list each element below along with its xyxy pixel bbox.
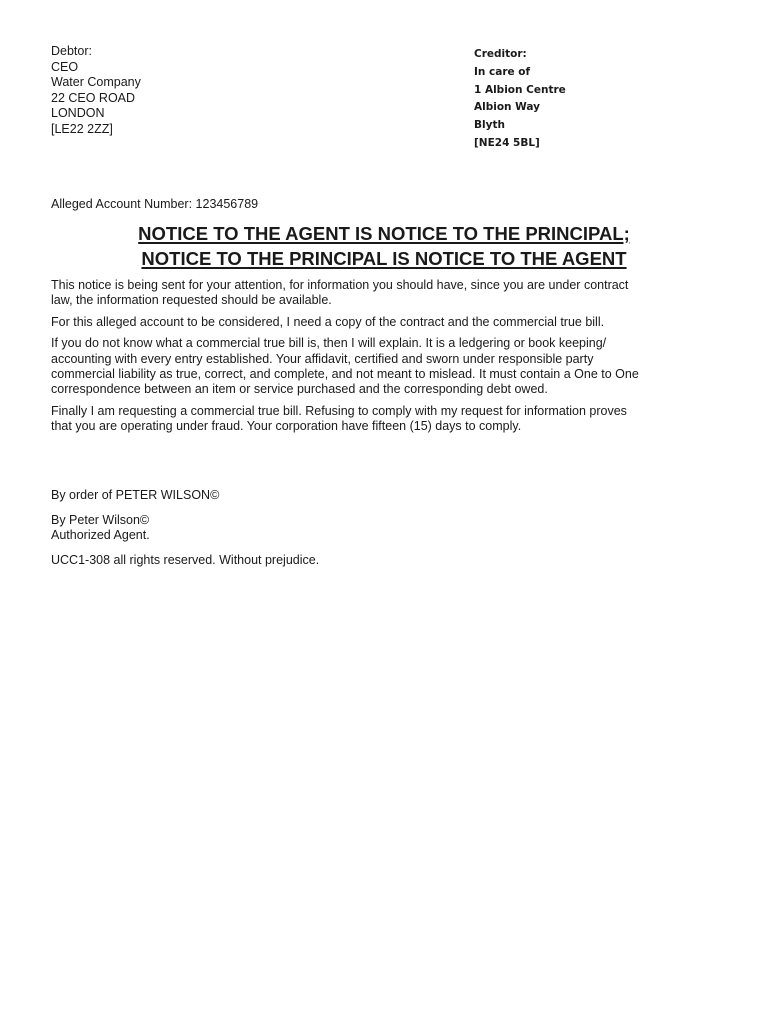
creditor-town: Blyth (474, 119, 505, 132)
debtor-postcode: [LE22 2ZZ] (51, 121, 113, 136)
account-number-label: Alleged Account Number: (51, 197, 193, 211)
headline-line-1: NOTICE TO THE AGENT IS NOTICE TO THE PRINCIPAL; (138, 223, 630, 244)
creditor-care-of: In care of (474, 65, 531, 78)
body-paragraph-1 (51, 278, 723, 309)
notice-headline (40, 221, 728, 271)
creditor-postcode: [NE24 5BL] (474, 136, 540, 149)
debtor-name: CEO (51, 59, 79, 74)
body-paragraph-3 (51, 336, 723, 398)
signed-by-text: By Peter Wilson© (51, 512, 150, 527)
debtor-label: Debtor: (51, 44, 92, 58)
body-line: commercial liability as true, correct, and complete, and not meant to mislead. It must contain a One to One (51, 367, 639, 382)
by-order-text: By order of PETER WILSON© (51, 488, 220, 502)
creditor-street: Albion Way (474, 101, 540, 114)
body-paragraph-4 (51, 404, 723, 435)
account-number-line (51, 196, 258, 212)
signature-block (51, 488, 319, 577)
body-line: law, the information requested should be available. (51, 293, 332, 308)
account-number-value: 123456789 (195, 197, 259, 211)
agent-role-text: Authorized Agent. (51, 528, 150, 543)
body-line: If you do not know what a commercial true bill is, then I will explain. It is a ledgering or book keeping/ (51, 336, 607, 351)
by-order-line (51, 488, 319, 504)
creditor-label: Creditor: (474, 48, 527, 60)
headline-line-2: NOTICE TO THE PRINCIPAL IS NOTICE TO THE AGENT (141, 248, 627, 269)
body-line: correspondence between an item or service purchased and the corresponding debt owed. (51, 382, 548, 397)
body-line: that you are operating under fraud. Your corporation have fifteen (15) days to comply. (51, 419, 522, 434)
body-line: Finally I am requesting a commercial true bill. Refusing to comply with my request for information proves (51, 403, 627, 418)
debtor-address-block (51, 44, 141, 138)
body-paragraph-2 (51, 315, 723, 330)
debtor-company: Water Company (51, 75, 141, 90)
creditor-address-block (474, 46, 566, 153)
creditor-building: 1 Albion Centre (474, 83, 566, 96)
body-line: accounting with every entry established. Your affidavit, certified and sworn under responsible party (51, 351, 594, 366)
debtor-city: LONDON (51, 106, 105, 121)
body-line: This notice is being sent for your attention, for information you should have, since you are under contract (51, 278, 629, 292)
rights-text: UCC1-308 all rights reserved. Without prejudice. (51, 552, 320, 567)
notice-body (51, 278, 723, 441)
rights-line (51, 553, 319, 569)
debtor-street: 22 CEO ROAD (51, 90, 136, 105)
body-line: For this alleged account to be considered, I need a copy of the contract and the commercial true bill. (51, 314, 605, 329)
signed-by-line (51, 513, 319, 544)
